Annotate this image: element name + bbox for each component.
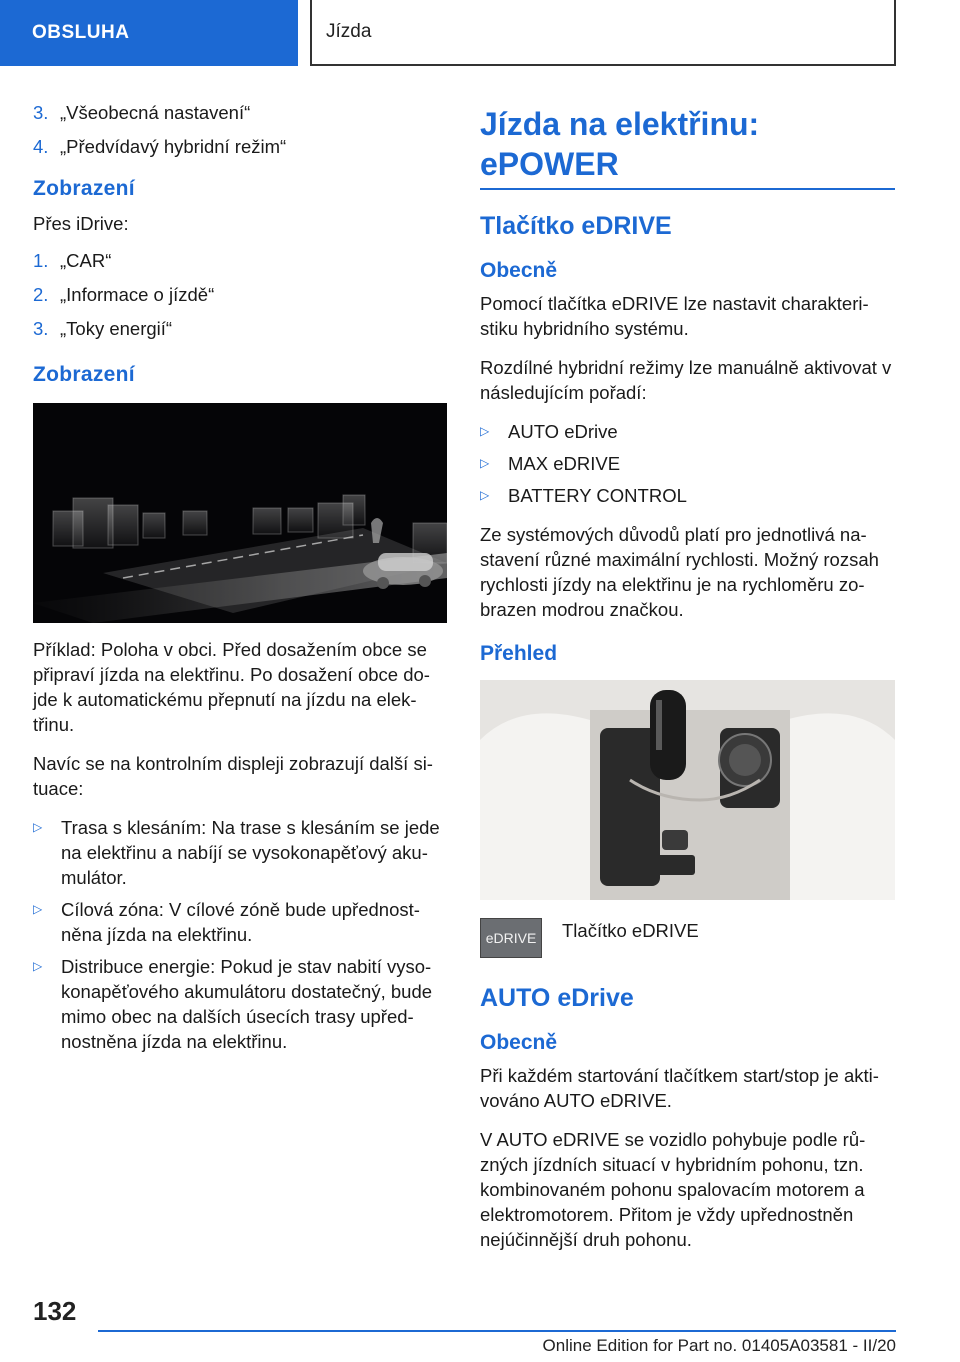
chapter-label: Jízda: [326, 21, 372, 42]
step-text: „Všeobecná nastavení“: [60, 102, 251, 123]
triangle-bullet-icon: ▷: [33, 820, 43, 834]
mode-text: AUTO eDrive: [508, 421, 618, 442]
edrive-button-row: [480, 918, 896, 958]
list-item: [33, 815, 447, 890]
triangle-bullet-icon: ▷: [480, 488, 490, 502]
intro-text: Přes iDrive:: [33, 213, 129, 234]
heading-general-1: Obecně: [480, 259, 558, 282]
section-tab: OBSLUHA: [0, 0, 298, 66]
chapter-title: [310, 0, 896, 66]
step-text: „Informace o jízdě“: [60, 284, 215, 305]
bullet-text: Distribuce energie: Pokud je stav nabití vyso- konapěťového akumulátoru dostatečný, bude mimo obec na dalších úsecích trasy upřed- nostněna jízda na elektřinu.: [61, 956, 433, 1052]
step-text: „CAR“: [60, 250, 112, 271]
center-console-graphic: [480, 680, 895, 900]
heading-auto-edrive: AUTO eDrive: [480, 984, 634, 1012]
display-steps-list: [33, 248, 447, 341]
additional-situations-text: Navíc se na kontrolním displeji zobrazují další si- tuace:: [33, 753, 433, 799]
edrive-modes-text: Rozdílné hybridní režimy lze manuálně aktivovat v následujícím pořadí:: [480, 357, 892, 403]
step-text: „Předvídavý hybridní režim“: [60, 136, 287, 157]
navigation-display-image: [33, 403, 447, 623]
heading-general-2: Obecně: [480, 1031, 558, 1054]
situations-list: [33, 815, 447, 1054]
triangle-bullet-icon: ▷: [33, 959, 43, 973]
step-number: 4.: [33, 136, 49, 157]
list-item: [33, 248, 447, 273]
triangle-bullet-icon: ▷: [33, 902, 43, 916]
list-item: [33, 100, 447, 125]
mode-text: MAX eDRIVE: [508, 453, 621, 474]
bullet-text: Trasa s klesáním: Na trase s klesáním se jede na elektřinu a nabíjí se vysokonapěťový aku- mulátor.: [61, 817, 440, 888]
right-column: [480, 104, 896, 1266]
step-number: 1.: [33, 250, 49, 271]
auto-edrive-description-text: V AUTO eDRIVE se vozidlo pohybuje podle rů- zných jízdních situací v hybridním pohonu, tzn. kombinovaném pohonu spalovacím motorem a elektromotorem. Přitom je vždy upřednostněn nejúčinnější druh pohonu.: [480, 1129, 866, 1250]
heading-display-1: Zobrazení: [33, 177, 135, 200]
step-number: 3.: [33, 318, 49, 339]
list-item: [480, 419, 896, 444]
list-item: [33, 954, 447, 1054]
settings-steps-list: [33, 100, 447, 159]
list-item: [33, 897, 447, 947]
list-item: [33, 282, 447, 307]
list-item: [480, 483, 896, 508]
step-number: 2.: [33, 284, 49, 305]
triangle-bullet-icon: ▷: [480, 456, 490, 470]
modes-list: [480, 419, 896, 508]
footer-divider: [98, 1330, 896, 1332]
footer-edition: Online Edition for Part no. 01405A03581 - II/20: [542, 1336, 896, 1355]
heading-display-2: Zobrazení: [33, 363, 135, 386]
list-item: [33, 316, 447, 341]
speed-limits-text: Ze systémových důvodů platí pro jednotlivá na- stavení různé maximální rychlosti. Možný rozsah rychlosti jízdy na elektřinu je na rychloměru zo- brazen modrou značkou.: [480, 524, 879, 620]
triangle-bullet-icon: ▷: [480, 424, 490, 438]
center-console-image: [480, 680, 895, 900]
page-number: 132: [33, 1296, 77, 1326]
heading-edrive-button: Tlačítko eDRIVE: [480, 212, 672, 240]
mode-text: BATTERY CONTROL: [508, 485, 687, 506]
list-item: [480, 451, 896, 476]
title-divider: [480, 188, 895, 190]
section-title-line-1: Jízda na elektřinu:: [480, 106, 760, 142]
image-caption: Příklad: Poloha v obci. Před dosažením obce se připraví jízda na elektřinu. Po dosažení obce do- jde k automatickému přepnutí na jízdu na elek- třinu.: [33, 639, 430, 735]
list-item: [33, 134, 447, 159]
bullet-text: Cílová zóna: V cílové zóně bude upřednost- něna jízda na elektřinu.: [61, 899, 420, 945]
edrive-button-icon: eDRIVE: [480, 918, 542, 958]
step-text: „Toky energií“: [60, 318, 173, 339]
heading-overview: Přehled: [480, 642, 558, 665]
left-column: [33, 100, 447, 1068]
section-title: [480, 104, 896, 184]
edrive-button-caption: Tlačítko eDRIVE: [562, 920, 699, 941]
auto-edrive-activation-text: Při každém startování tlačítkem start/stop je akti- vováno AUTO eDRIVE.: [480, 1065, 879, 1111]
road-scene-graphic: [33, 403, 447, 623]
section-title-line-2: ePOWER: [480, 146, 619, 182]
edrive-intro-text: Pomocí tlačítka eDRIVE lze nastavit charakteri- stiku hybridního systému.: [480, 293, 869, 339]
step-number: 3.: [33, 102, 49, 123]
